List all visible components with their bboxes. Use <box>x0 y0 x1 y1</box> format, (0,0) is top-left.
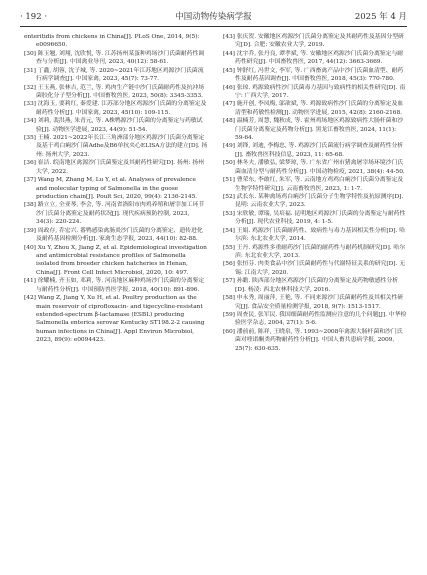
reference-entry: [57] 孙瞻. 陕西部分地区鸡源沙门氏菌的分离鉴定及药物敏感性分析[D]. 杨凌: 西北农林科技大学, 2016. <box>223 278 399 293</box>
reference-entry: [46] 张琼. 鸡源致病性沙门氏菌毒力基因与致病性的相关性研究[D]. 南宁: 广西大学, 2017. <box>223 84 406 99</box>
reference-entry: [34] 刘莉, 裴洪燕, 朱青元, 等. A株鸭源沙门氏菌的分离鉴定与药敏试验[J]. 动物医学进展, 2023, 44(9): 51-54. <box>24 118 203 133</box>
reference-entry: [38] 路立立, 全亚琴, 李会, 等. 河南省洛阳市肉鸡养殖和屠宰加工环节沙门氏菌分离鉴定及耐药状况[J]. 现代疾病预防控制, 2023, 34(3): 220-224. <box>24 202 205 226</box>
reference-entry: [53] 宋欣敏, 谭瑞, 吴培福. 昆明地区鸡源沙门氏菌的分离鉴定与耐药性分析[J]. 现代农业科技, 2019, 4: 1-5. <box>223 210 406 226</box>
references-right-column <box>223 33 407 353</box>
reference-entry: [40] Xu Y, Zhou X, Jiang Z, et al. Epidemiological investigation and antimicrobial resistance profiles of Salmonella isolated from breeder chicken hatcheries in Henan, China[J]. Front Cell Infect Microbiol, 2020, 10: 497. <box>24 244 207 276</box>
reference-entry: [32] 王玉燕, 张林吉, 范兰, 等. 鸡肉生产链中沙门氏菌耐药性及抗冲场菌胶化分子型分析[J]. 中国畜牧兽医, 2023, 50(8): 3345-3353. <box>24 84 205 99</box>
page-number: · 192 · <box>20 12 48 22</box>
reference-entry: [31] 丁鑫, 胡蓉, 沈子城, 等. 2020~2021年江苏地区鸡源沙门氏菌流行病学调查[J]. 中国家禽, 2023, 45(7): 73-77. <box>24 67 204 83</box>
reference-entry: [37] Wang M, Zhang M, Lu Y, et al. Analyses of prevalence and molecular typing of Salmonella in the goose production chain[J]. Poult Sci, 2020, 99(4): 2136-2145. <box>24 177 198 201</box>
reference-entry: [42] Wang Z, Jiang Y, Xu H, et al. Poultry production as the main reservoir of ciprofloxacin- and tigecycline-resistant extended-spectrum β-lactamase (ESBL) producing Salmonella enterica serovar Kentucky ST198.2-2 causing human infections in China[J]. Appl Environ Microbiol, 2023, 89(9): e0094423. <box>24 295 205 344</box>
reference-entry: [47] 施开创, 李凤梅, 邬歆斌, 等. 鸡源致病性沙门氏菌的分离鉴定及血清型和药敏性检测[J]. 动物医学进展, 2015, 42(8): 2160-2168. <box>223 101 404 116</box>
reference-entry: [50] 林冬夫, 潘敏弘, 梁梦琼, 等. 广东省广州市猪禽屠宰场环境沙门氏菌血清分型与耐药性分析[J]. 中国动物检疫, 2021, 38(4): 44-50. <box>223 160 405 175</box>
reference-entry: [30] 陈玉翘, 刘翔, 沈欣悦, 等. 江苏扬州某蛋种鸡场沙门氏菌耐药性调查与分析[J]. 中国禽业导刊, 2023, 40(12): 58-61. <box>24 50 205 66</box>
running-header <box>20 8 407 27</box>
reference-entry: [52] 武长东. 某种禽场鸡白痢沙门氏菌分子生物学特性及抗原测序[D]. 昆明: 云南农业大学, 2023. <box>223 194 404 209</box>
issue-date: 2025 年 4 月 <box>354 12 407 22</box>
reference-entry: [33] 沈海玉, 要莉红, 秦爱建. 江苏部分地区鸡源沙门氏菌的分离鉴定及耐药性分析[J]. 中国家禽, 2023, 45(10): 109-115. <box>24 101 207 116</box>
reference-entry: [39] 周政存, 乔宏兴. 番鸭感染禽肠炎沙门氏菌的分离鉴定、遗传进化及耐药基因检测分析[J]. 家禽生态学报, 2023, 44(10): 82-88. <box>24 227 203 243</box>
reference-entry: [58] 申永秀, 周丽萍, 王艳, 等. 不同来源沙门氏菌耐药性及其相关性研究[J]. 食品安全质量检测学报, 2018, 9(7): 1513-1517. <box>223 295 404 310</box>
reference-entry: [45] 钟舒红, 冯世文, 李军, 等. 广西畜禽产品中沙门氏菌血清型、耐药性及耐药基因调查[J]. 中国畜牧兽医, 2018, 45(3): 770-780. <box>223 67 404 83</box>
reference-entry: [60] 潘前前, 陈祥, 王晓泉, 等. 1993~2008年禽源大肠杆菌和沙门氏菌对喹诺酮类药物耐药性分析[J]. 中国人畜共患病学报, 2009, 25(7): 630-635. <box>223 328 403 352</box>
reference-entry: [36] 崔洁. 皖南地区禽源沙门氏菌鉴定及其耐药性研究[D]. 扬州: 扬州大学, 2022. <box>24 160 204 175</box>
reference-entry: [55] 王丹. 鸡源性多重耐药沙门氏菌的耐药性与耐药机制研究[D]. 哈尔滨: 东北农业大学, 2013. <box>223 244 406 259</box>
reference-entry: [51] 曹荣东, 李敢红, 朱军, 等. 云南地方鸡鸡白痢沙门氏菌分离鉴定及生物学特性研究[J]. 云南畜牧兽医, 2023, 1: 1-7. <box>223 177 404 192</box>
reference-entry: [54] 王娟. 鸡源沙门氏菌耐药性、致病性与毒力基因相关性分析[D]. 哈尔滨: 东北农业大学, 2014. <box>223 227 406 243</box>
reference-entry: [35] 王楠. 2021~2022年长江三角洲部分地区鸡源沙门氏菌分离鉴定及基于鸡白痢沙门菌Adhe及B6单抗夹心ELISA方法的建立[D]. 扬州: 扬州大学, 2023. <box>24 135 208 158</box>
references-left-column <box>24 33 208 345</box>
reference-entry: [59] 周查民, 张军民. 我国细菌耐药性监测应注意的几个问题[J]. 中华检验医学杂志, 2004, 27(1): 5-6. <box>223 311 407 327</box>
reference-entry: [43] 张庆贺. 安徽地区鸡源沙门氏菌分离鉴定及其耐药性及基因分型研究[D]. 合肥: 安徽农业大学, 2019. <box>223 34 404 49</box>
journal-title: 中国动物传染病学报 <box>175 12 252 22</box>
reference-entry: [41] 徐耀楠, 齐玉如, 邓莉, 等. 河南地区麻种鸡场沙门氏菌的分离鉴定与耐药性分析[J]. 中国预防兽医学报, 2018, 40(10): 891-896. <box>24 278 205 293</box>
reference-entry: [49] 刘锋, 刘迪, 李梅忠, 等. 鸡源沙门氏菌流行病学调查及耐药性分析[J]. 畜牧兽医科技信息, 2023, 11: 65-68. <box>223 143 404 158</box>
reference-entry: [44] 沈宇乔, 张丹良, 谭孝斌, 等. 安徽地区鸡源沙门氏菌分离鉴定与耐药性研究[J]. 中国畜牧兽医, 2017, 44(12): 3663-3669. <box>223 50 404 66</box>
reference-entry: [48] 温楠芳, 周慧, 魏秋成, 等. 霍州鸡场地区鸡源致病性大肠杆菌和沙门氏菌分离鉴定及药物分析[J]. 黑龙江畜牧兽医, 2024, 11(1): 59-64. <box>223 118 404 142</box>
reference-entry: enteritidis from chickens in China[J]. PLoS One, 2014, 9(5): e0096650. <box>24 34 200 49</box>
reference-entry: [56] 张恒芬. 肉类食品中沙门氏菌耐药性与代谢特征关系的研究[D]. 无锡: 江南大学, 2020. <box>223 261 406 276</box>
